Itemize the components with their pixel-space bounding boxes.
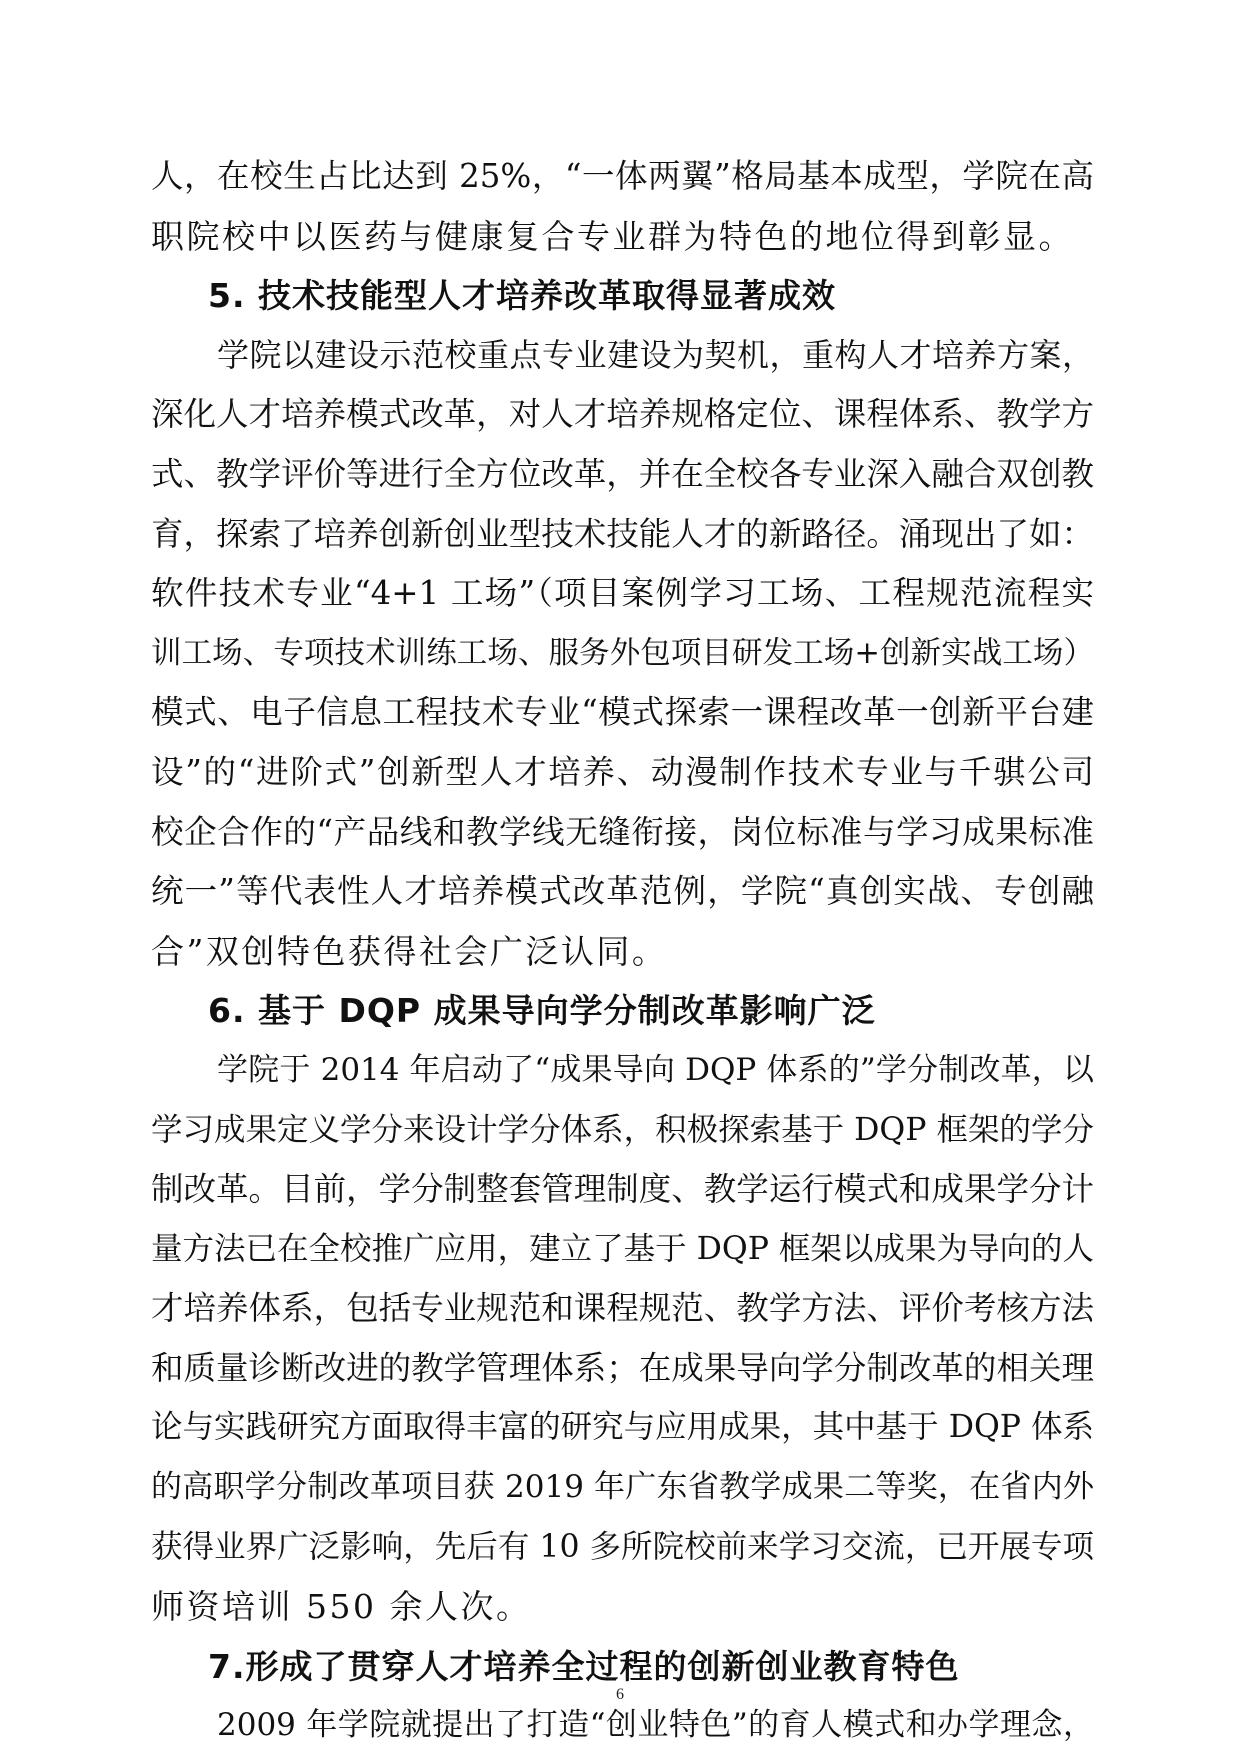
paragraph-line: 量方法已在全校推广应用，建立了基于 DQP 框架以成果为导向的人: [151, 1230, 1094, 1267]
paragraph-line: 职院校中以医药与健康复合专业群为特色的地位得到彰显。: [151, 216, 1074, 256]
paragraph-line: 学院于 2014 年启动了“成果导向 DQP 体系的”学分制改革，以: [217, 1051, 1094, 1088]
paragraph-line: 式、教学评价等进行全方位改革，并在全校各专业深入融合双创教: [151, 454, 1094, 493]
paragraph-line: 师资培训 550 余人次。: [151, 1587, 532, 1627]
paragraph-line: 学习成果定义学分来设计学分体系，积极探索基于 DQP 框架的学分: [151, 1111, 1094, 1148]
section-heading-6: 6. 基于 DQP 成果导向学分制改革影响广泛: [208, 991, 876, 1031]
paragraph-line: 才培养体系，包括专业规范和课程规范、教学方法、评价考核方法: [151, 1289, 1094, 1328]
paragraph-line: 模式、电子信息工程技术专业“模式探索一课程改革一创新平台建: [151, 693, 1094, 732]
document-body: [151, 147, 1094, 1756]
paragraph-line: 的高职学分制改革项目获 2019 年广东省教学成果二等奖，在省内外: [151, 1469, 1094, 1506]
paragraph-line: 人，在校生占比达到 25%，“一体两翼”格局基本成型，学院在高: [151, 157, 1094, 195]
paragraph-line: 校企合作的“产品线和教学线无缝衔接，岗位标准与学习成果标准: [151, 812, 1094, 851]
paragraph-line: 制改革。目前，学分制整套管理制度、教学运行模式和成果学分计: [151, 1170, 1094, 1209]
paragraph-line: 深化人才培养模式改革，对人才培养规格定位、课程体系、教学方: [151, 395, 1094, 434]
paragraph-line: 设”的“进阶式”创新型人才培养、动漫制作技术专业与千骐公司: [151, 752, 1094, 791]
paragraph-line: 育，探索了培养创新创业型技术技能人才的新路径。涌现出了如：: [151, 514, 1094, 553]
paragraph-line: 获得业界广泛影响，先后有 10 多所院校前来学习交流，已开展专项: [151, 1528, 1094, 1565]
paragraph-line: 和质量诊断改进的教学管理体系；在成果导向学分制改革的相关理: [151, 1348, 1094, 1387]
paragraph-line: 2009 年学院就提出了打造“创业特色”的育人模式和办学理念，: [217, 1707, 1094, 1744]
paragraph-line: 训工场、专项技术训练工场、服务外包项目研发工场+创新实战工场）: [151, 635, 1094, 671]
section-heading-5: 5. 技术技能型人才培养改革取得显著成效: [208, 276, 836, 316]
paragraph-line: 论与实践研究方面取得丰富的研究与应用成果，其中基于 DQP 体系: [151, 1409, 1094, 1446]
page-number: 6: [616, 1686, 624, 1703]
section-heading-7: 7.形成了贯穿人才培养全过程的创新创业教育特色: [208, 1646, 960, 1686]
paragraph-line: 统一”等代表性人才培养模式改革范例，学院“真创实战、专创融: [151, 872, 1094, 911]
paragraph-line: 合”双创特色获得社会广泛认同。: [151, 931, 668, 971]
paragraph-line: 学院以建设示范校重点专业建设为契机，重构人才培养方案，: [217, 335, 1094, 374]
paragraph-line: 软件技术专业“4+1 工场”（项目案例学习工场、工程规范流程实: [151, 574, 1094, 613]
